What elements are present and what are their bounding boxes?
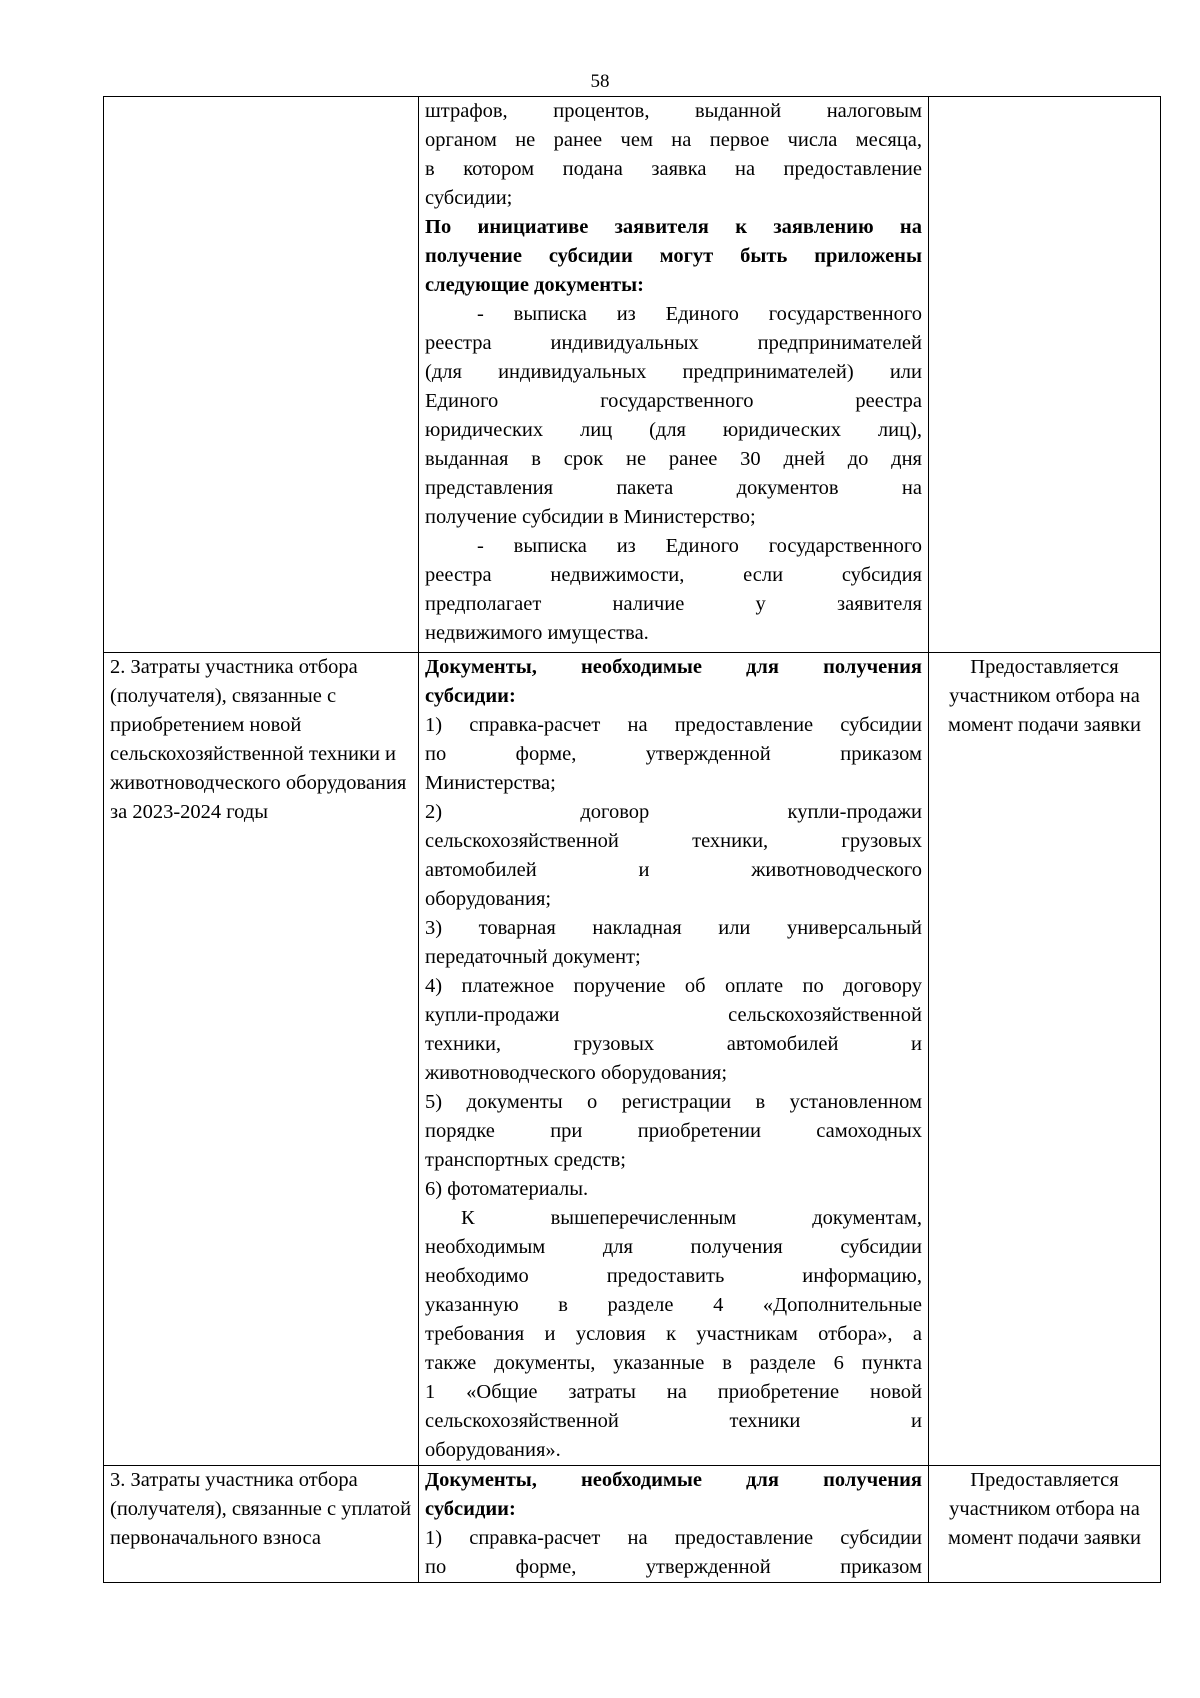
cost-cell: 2. Затраты участника отбора (получателя), связанные с приобретением новой сельскохозяйственной техники и животноводческого оборудования за 2023-2024 годы bbox=[104, 653, 419, 1466]
list-item: оборудования; bbox=[425, 888, 552, 910]
list-item: 4) платежное поручение об оплате по договору bbox=[425, 975, 922, 997]
requirements-cell bbox=[419, 1466, 929, 1583]
text-line: юридических лиц (для юридических лиц), bbox=[425, 419, 922, 441]
note-cell bbox=[929, 97, 1161, 653]
table-row bbox=[104, 653, 1161, 1466]
list-item: порядке при приобретении самоходных bbox=[425, 1120, 922, 1142]
text-line: предполагает наличие у заявителя bbox=[425, 593, 922, 615]
list-item: 1) справка-расчет на предоставление субсидии bbox=[425, 714, 922, 736]
list-item: 2) договор купли-продажи bbox=[425, 801, 922, 823]
list-item: купли-продажи сельскохозяйственной bbox=[425, 1004, 922, 1026]
section-heading: субсидии: bbox=[425, 685, 516, 707]
requirements-cell bbox=[419, 653, 929, 1466]
list-item: сельскохозяйственной техники, грузовых bbox=[425, 830, 922, 852]
text-line: реестра индивидуальных предпринимателей bbox=[425, 332, 922, 354]
text-line: представления пакета документов на bbox=[425, 477, 922, 499]
list-item: техники, грузовых автомобилей и bbox=[425, 1033, 922, 1055]
text-line: в котором подана заявка на предоставление bbox=[425, 158, 922, 180]
list-item: животноводческого оборудования; bbox=[425, 1062, 728, 1084]
text-line: указанную в разделе 4 «Дополнительные bbox=[425, 1294, 922, 1316]
cost-cell: 3. Затраты участника отбора (получателя), связанные с уплатой первоначального взноса bbox=[104, 1466, 419, 1583]
list-item: 3) товарная накладная или универсальный bbox=[425, 917, 922, 939]
list-item: передаточный документ; bbox=[425, 946, 641, 968]
section-heading: Документы, необходимые для получения bbox=[425, 656, 922, 678]
text-line: требования и условия к участникам отбора», а bbox=[425, 1323, 922, 1345]
text-line: 1 «Общие затраты на приобретение новой bbox=[425, 1381, 922, 1403]
text-line: оборудования». bbox=[425, 1439, 561, 1461]
text-line: также документы, указанные в разделе 6 пункта bbox=[425, 1352, 922, 1374]
list-item: транспортных средств; bbox=[425, 1149, 626, 1171]
text-line: (для индивидуальных предпринимателей) или bbox=[425, 361, 922, 383]
text-line: - выписка из Единого государственного bbox=[477, 303, 922, 325]
table-row bbox=[104, 1466, 1161, 1583]
text-line: - выписка из Единого государственного bbox=[477, 535, 922, 557]
text-line: реестра недвижимости, если субсидия bbox=[425, 564, 922, 586]
requirements-cell bbox=[419, 97, 929, 653]
section-heading: субсидии: bbox=[425, 1498, 516, 1520]
cost-cell bbox=[104, 97, 419, 653]
text-line: Единого государственного реестра bbox=[425, 390, 922, 412]
list-item: 6) фотоматериалы. bbox=[425, 1178, 589, 1200]
text-line: необходимо предоставить информацию, bbox=[425, 1265, 922, 1287]
note-cell: Предоставляется участником отбора на момент подачи заявки bbox=[929, 1466, 1161, 1583]
text-line: органом не ранее чем на первое числа месяца, bbox=[425, 129, 922, 151]
text-line: К вышеперечисленным документам, bbox=[461, 1207, 922, 1229]
section-heading: Документы, необходимые для получения bbox=[425, 1469, 922, 1491]
text-line: сельскохозяйственной техники и bbox=[425, 1410, 922, 1432]
section-heading: По инициативе заявителя к заявлению на bbox=[425, 216, 922, 238]
section-heading: следующие документы: bbox=[425, 274, 644, 296]
section-heading: получение субсидии могут быть приложены bbox=[425, 245, 922, 267]
note-cell: Предоставляется участником отбора на момент подачи заявки bbox=[929, 653, 1161, 1466]
text-line: штрафов, процентов, выданной налоговым bbox=[425, 100, 922, 122]
list-item: Министерства; bbox=[425, 772, 556, 794]
table-row bbox=[104, 97, 1161, 653]
list-item: автомобилей и животноводческого bbox=[425, 859, 922, 881]
text-line: необходимым для получения субсидии bbox=[425, 1236, 922, 1258]
text-line: недвижимого имущества. bbox=[425, 622, 649, 644]
list-item: 1) справка-расчет на предоставление субсидии bbox=[425, 1527, 922, 1549]
requirements-table bbox=[103, 96, 1161, 1583]
text-line: субсидии; bbox=[425, 187, 513, 209]
list-item: 5) документы о регистрации в установленном bbox=[425, 1091, 922, 1113]
list-item: по форме, утвержденной приказом bbox=[425, 1556, 922, 1578]
text-line: получение субсидии в Министерство; bbox=[425, 506, 756, 528]
text-line: выданная в срок не ранее 30 дней до дня bbox=[425, 448, 922, 470]
page-number: 58 bbox=[590, 71, 610, 92]
list-item: по форме, утвержденной приказом bbox=[425, 743, 922, 765]
